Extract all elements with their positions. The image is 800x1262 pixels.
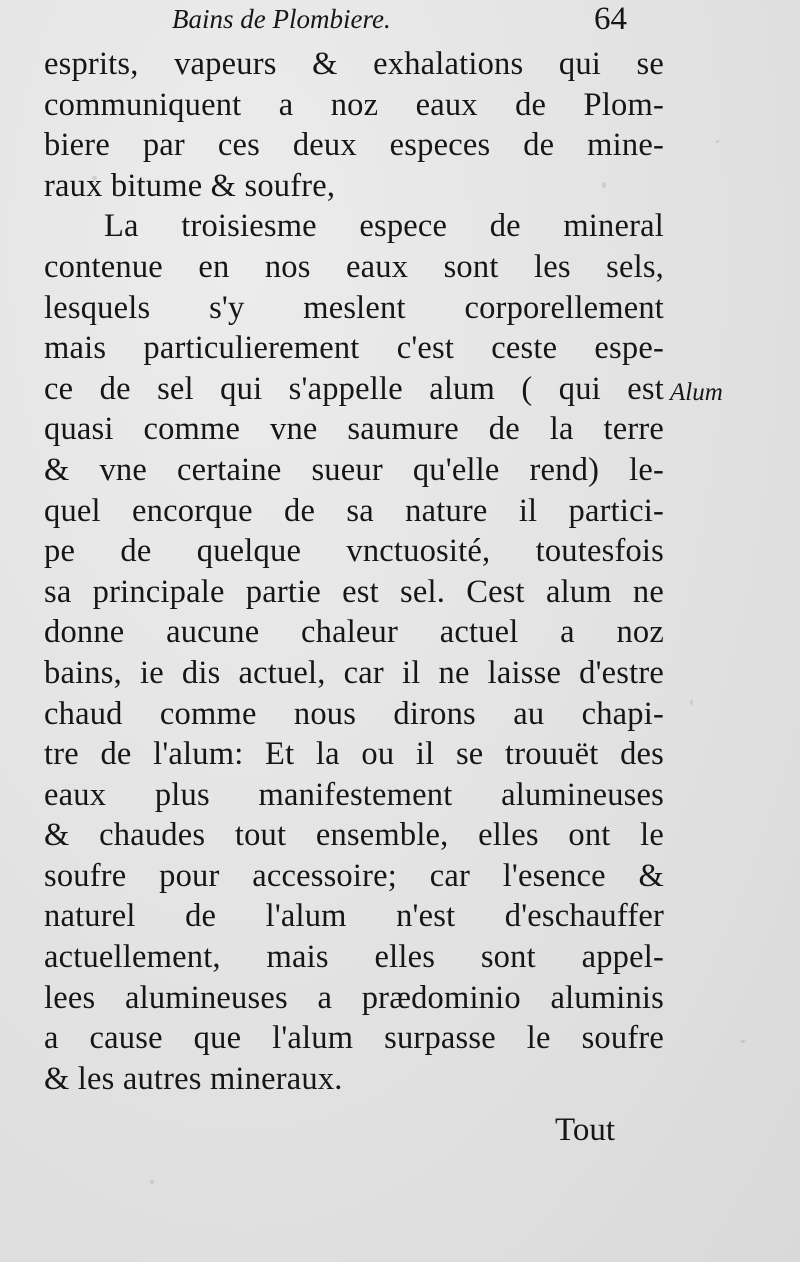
text-line: & les autres mineraux.	[44, 1060, 343, 1097]
body-text	[44, 44, 664, 1099]
text-line: ce de sel qui s'appelle alum ( qui est	[44, 370, 664, 407]
text-line: lesquels s'y meslent corporellement	[44, 289, 664, 326]
text-line: lees alumineuses a prædominio aluminis	[44, 979, 664, 1016]
page-number: 64	[594, 1, 627, 37]
text-line: La troisiesme espece de mineral	[104, 208, 664, 245]
text-line: soufre pour accessoire; car l'esence &	[44, 857, 664, 894]
text-line: chaud comme nous dirons au chapi-	[44, 695, 664, 732]
text-line: quel encorque de sa nature il partici-	[44, 492, 664, 529]
text-line: bains, ie dis actuel, car il ne laisse d'estre	[44, 654, 664, 691]
paper-speck	[690, 700, 693, 705]
text-line: raux bitume & soufre,	[44, 167, 336, 204]
text-line: tre de l'alum: Et la ou il se trouuët des	[44, 736, 664, 773]
text-line: mais particulierement c'est ceste espe-	[44, 330, 664, 367]
paper-speck	[740, 1040, 746, 1043]
text-line: donne aucune chaleur actuel a noz	[44, 614, 664, 651]
text-line: actuellement, mais elles sont appel-	[44, 939, 664, 976]
margin-note: Alum	[670, 379, 723, 406]
text-line: sa principale partie est sel. Cest alum ne	[44, 573, 664, 610]
text-line: & vne certaine sueur qu'elle rend) le-	[44, 451, 664, 488]
catchword: Tout	[555, 1112, 616, 1148]
text-line: naturel de l'alum n'est d'eschauffer	[44, 898, 664, 935]
text-line: esprits, vapeurs & exhalations qui se	[44, 46, 664, 82]
text-line: & chaudes tout ensemble, elles ont le	[44, 817, 664, 854]
text-line: eaux plus manifestement alumineuses	[44, 776, 664, 813]
text-line: biere par ces deux especes de mine-	[44, 127, 664, 164]
text-line: communiquent a noz eaux de Plom-	[44, 86, 664, 123]
text-line: pe de quelque vnctuosité, toutesfois	[44, 533, 664, 570]
text-line: a cause que l'alum surpasse le soufre	[44, 1020, 664, 1057]
text-line: quasi comme vne saumure de la terre	[44, 411, 664, 448]
text-line: contenue en nos eaux sont les sels,	[44, 248, 664, 285]
paper-speck	[716, 140, 719, 143]
running-title: Bains de Plombiere.	[172, 4, 391, 34]
paper-speck	[150, 1180, 154, 1184]
